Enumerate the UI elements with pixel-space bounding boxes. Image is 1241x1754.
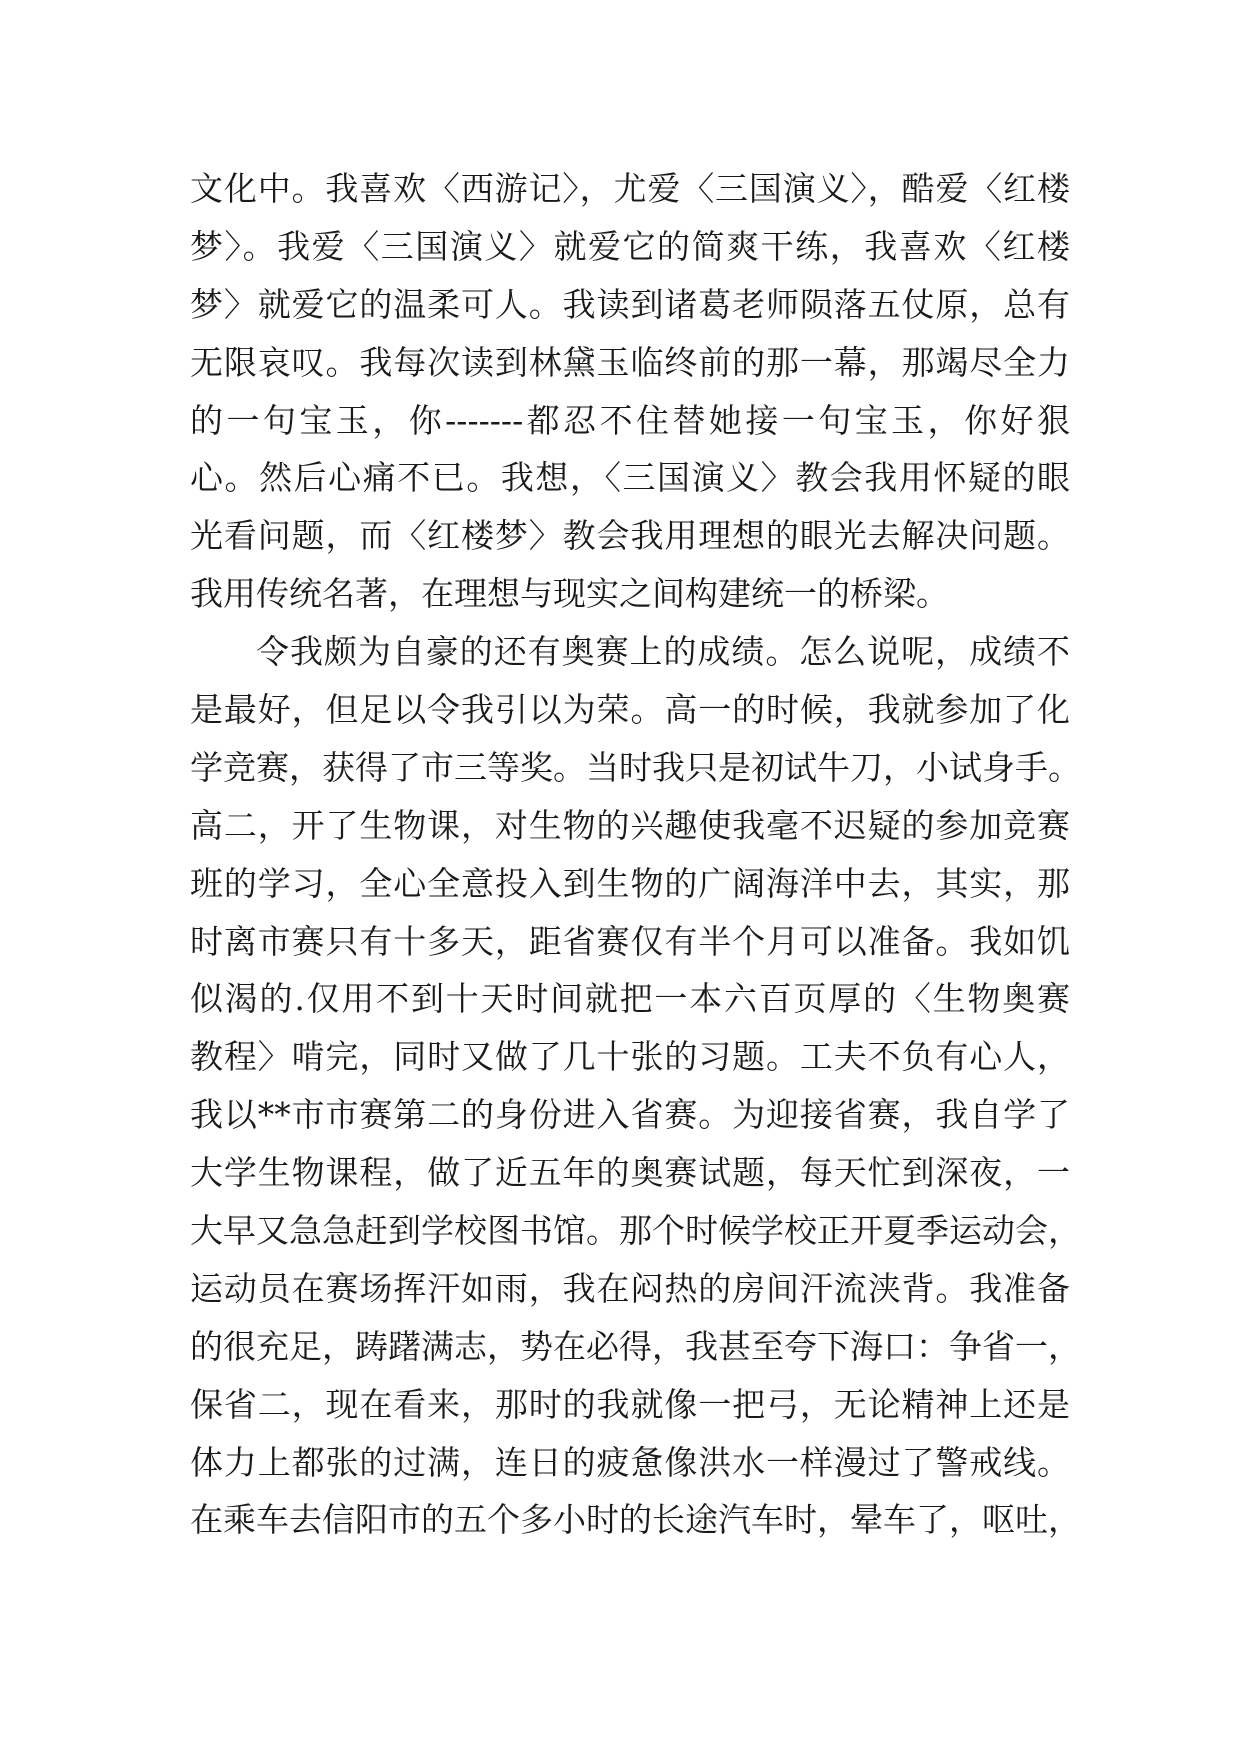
text-line: 梦〉。我爱〈三国演义〉就爱它的简爽干练，我喜欢〈红楼	[190, 226, 1070, 266]
text-line: 的很充足，踌躇满志，势在必得，我甚至夸下海口：争省一，	[190, 1326, 1081, 1366]
text-line: 似渴的.仅用不到十天时间就把一本六百页厚的〈生物奥赛	[190, 979, 1070, 1019]
text-line: 我以**市市赛第二的身份进入省赛。为迎接省赛，我自学了	[190, 1095, 1070, 1135]
text-line: 学竞赛，获得了市三等奖。当时我只是初试牛刀，小试身手。	[190, 747, 1081, 787]
text-line: 大早又急急赶到学校图书馆。那个时候学校正开夏季运动会，	[190, 1211, 1081, 1251]
body-text	[190, 160, 1081, 1549]
text-line: 教程〉啃完，同时又做了几十张的习题。工夫不负有心人，	[190, 1037, 1070, 1077]
text-line: 保省二，现在看来，那时的我就像一把弓，无论精神上还是	[190, 1384, 1070, 1424]
text-line: 无限哀叹。我每次读到林黛玉临终前的那一幕，那竭尽全力	[190, 342, 1070, 382]
text-line: 我用传统名著，在理想与现实之间构建统一的桥梁。	[190, 574, 949, 614]
text-line: 班的学习，全心全意投入到生物的广阔海洋中去，其实，那	[190, 863, 1070, 903]
text-line: 运动员在赛场挥汗如雨，我在闷热的房间汗流浃背。我准备	[190, 1268, 1070, 1308]
text-line: 高二，开了生物课，对生物的兴趣使我毫不迟疑的参加竞赛	[190, 805, 1070, 845]
text-line: 是最好，但足以令我引以为荣。高一的时候，我就参加了化	[190, 690, 1070, 730]
text-line: 文化中。我喜欢〈西游记〉，尤爱〈三国演义〉，酷爱〈红楼	[190, 169, 1070, 208]
text-line: 梦〉就爱它的温柔可人。我读到诸葛老师陨落五仗原，总有	[190, 284, 1070, 324]
text-line: 体力上都张的过满，连日的疲惫像洪水一样漫过了警戒线。	[190, 1442, 1070, 1482]
text-line: 的一句宝玉，你-------都忍不住替她接一句宝玉，你好狠	[190, 400, 1070, 440]
text-line: 心。然后心痛不已。我想，〈三国演义〉教会我用怀疑的眼	[190, 458, 1070, 498]
text-line: 在乘车去信阳市的五个多小时的长途汽车时，晕车了，呕吐，	[190, 1500, 1081, 1540]
text-line: 时离市赛只有十多天，距省赛仅有半个月可以准备。我如饥	[190, 921, 1070, 961]
text-line: 大学生物课程，做了近五年的奥赛试题，每天忙到深夜，一	[190, 1153, 1070, 1193]
text-line: 光看问题，而〈红楼梦〉教会我用理想的眼光去解决问题。	[190, 516, 1070, 556]
paragraph-first-line: 令我颇为自豪的还有奥赛上的成绩。怎么说呢，成绩不	[256, 632, 1070, 672]
